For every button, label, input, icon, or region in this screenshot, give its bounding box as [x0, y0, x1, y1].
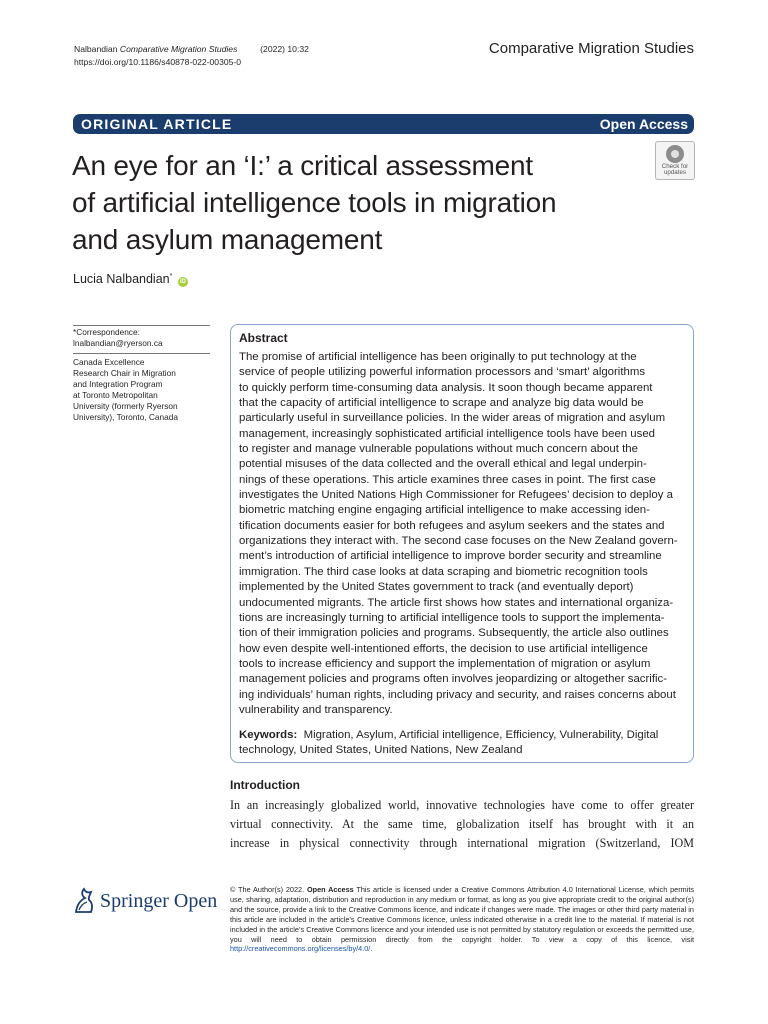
introduction-line: increase in physical connectivity through international migration (Switzerland, IOM [230, 835, 694, 850]
abstract-line: to register and manage vulnerable populations without much concern about the [239, 443, 638, 456]
correspondence-email[interactable]: lnalbandian@ryerson.ca [73, 338, 163, 348]
open-access-label: Open Access [599, 116, 688, 132]
title-line: of artificial intelligence tools in migration [72, 187, 557, 218]
introduction-line: In an increasingly globalized world, innovative technologies have come to offer greater [230, 798, 694, 812]
check-updates-line2: updates [663, 169, 687, 177]
publisher-name-bold: Springer [100, 890, 169, 912]
affiliation-line: Canada Excellence [73, 357, 145, 367]
abstract-line: The promise of artificial intelligence has been originally to put technology at the [239, 351, 637, 363]
journal-name: Comparative Migration Studies [488, 40, 694, 57]
abstract-line: organizations they interact with. The second case focuses on the New Zealand govern- [239, 535, 678, 548]
affiliation-line: at Toronto Metropolitan [73, 390, 158, 400]
license-suffix: . [370, 944, 373, 954]
abstract-line: management, increasingly sophisticated artificial intelligence tools have been used [239, 427, 656, 440]
correspondence-label: *Correspondence: [73, 327, 140, 337]
orcid-icon[interactable]: iD [179, 279, 186, 285]
abstract-line: that the capacity of artificial intelligence to scrape and analyze big data would be [239, 397, 644, 410]
license-text [230, 885, 694, 954]
springer-horse-icon [73, 886, 97, 914]
doi-link[interactable]: https://doi.org/10.1186/s40878-022-00305-0 [74, 56, 242, 67]
abstract-line: potential misuses of the data collected and the overall ethical and legal underpin- [239, 458, 647, 471]
keywords [239, 728, 687, 759]
header-year-volume: (2022) 10:32 [260, 44, 309, 54]
affiliation [73, 357, 210, 423]
abstract-line: management policies and programs often involves jeopardizing or altogether sacrific- [239, 673, 668, 686]
abstract-line: undocumented migrants. The article first shows how states and international organiza- [239, 596, 674, 609]
abstract-line: immigration. The third case looks at data scraping and biometric recognition tools [239, 565, 648, 578]
abstract-line: implemented by the United States government to track (and eventually deport) [239, 581, 634, 594]
abstract-line: particularly useful in surveillance policies. In the wider areas of migration and asylum [239, 412, 666, 425]
license-link[interactable]: http://creativecommons.org/licenses/by/4.0/ [230, 944, 371, 954]
check-updates-line1: Check for [661, 163, 689, 170]
author-marker: * [169, 272, 173, 280]
license-open-access: Open Access [306, 885, 354, 894]
title-line: and asylum management [72, 224, 383, 255]
sidebar-rule-mid [73, 353, 210, 354]
keywords-line: Migration, Asylum, Artificial intelligence, Efficiency, Vulnerability, Digital [303, 729, 659, 741]
author-name: Lucia Nalbandian [73, 272, 170, 286]
introduction-line: virtual connectivity. At the same time, globalization itself has brought with it an [230, 816, 694, 831]
header-author: Nalbandian [74, 44, 118, 54]
header-journal: Comparative Migration Studies [119, 44, 238, 54]
publisher-name-light: Open [173, 890, 218, 912]
abstract-line: biometric matching engine engaging artificial intelligence to make accessing iden- [239, 504, 650, 517]
abstract-line: how even despite well-intentioned efforts, the decision to use artificial intelligence [239, 642, 648, 655]
abstract-line: tification documents easier for both refugees and asylum seekers and the states and [239, 519, 665, 532]
article-type-banner [73, 114, 694, 134]
license-body: This article is licensed under a Creative Commons Attribution 4.0 International License, which permits use, sharing, adaptation, distribution and reproduction in any medium or format, as long as you give appropriate credit to the original author(s) and the source, provide a link to the Creative Commons licence, and indicate if changes were made. The images or other third party material in this article are included in the article’s Creative Commons licence, unless indicated otherwise in a credit line to the material. If material is not included in the article’s Creative Commons licence and your intended use is not permitted by statutory regulation or exceeds the permitted use, you will need to obtain permission directly from the copyright holder. To view a copy of this licence, visit [230, 885, 694, 944]
affiliation-line: University (formerly Ryerson [73, 401, 178, 411]
introduction-text [230, 796, 694, 853]
abstract-line: tions are increasingly turning to artificial intelligence tools to support the implementa- [239, 611, 665, 624]
article-type-label: ORIGINAL ARTICLE [81, 116, 233, 132]
abstract-line: ing individuals’ human rights, including privacy and security, and raises concerns about [239, 688, 676, 701]
abstract-line: service of people utilizing powerful information processors and ‘smart’ algorithms [239, 366, 646, 379]
license-prefix: © The Author(s) 2022. [230, 885, 305, 894]
introduction-heading: Introduction [230, 778, 300, 792]
sidebar-rule-top [73, 325, 210, 326]
abstract-text [239, 350, 687, 718]
author-line [73, 272, 188, 287]
abstract-line: to quickly perform time-consuming data analysis. It soon though became apparent [239, 381, 653, 394]
check-for-updates-icon [666, 145, 684, 163]
running-header [74, 43, 309, 68]
check-for-updates-button[interactable] [655, 141, 695, 180]
abstract-line: vulnerability and transparency. [239, 703, 393, 716]
correspondence [73, 327, 210, 349]
abstract-line: nings of these operations. This article examines three cases in point. The first case [239, 473, 656, 486]
abstract-heading: Abstract [239, 331, 288, 345]
abstract-line: tion of their immigration policies and programs. Subsequently, the article also outlines [239, 627, 669, 640]
abstract-line: tools to increase efficiency and support the implementation of migration or asylum [239, 657, 651, 670]
abstract-line: investigates the United Nations High Commissioner for Refugees’ decision to deploy a [239, 489, 673, 502]
affiliation-line: and Integration Program [73, 379, 163, 389]
publisher-name [100, 890, 217, 913]
article-title [72, 147, 632, 258]
citation-line [74, 43, 309, 56]
affiliation-line: Research Chair in Migration [73, 368, 176, 378]
keywords-line: technology, United States, United Nations, New Zealand [239, 744, 523, 757]
affiliation-line: University), Toronto, Canada [73, 412, 178, 422]
title-line: An eye for an ‘I:’ a critical assessment [72, 150, 533, 181]
keywords-label: Keywords: [239, 729, 298, 741]
abstract-line: ment’s introduction of artificial intelligence to improve border security and streamline [239, 550, 662, 563]
